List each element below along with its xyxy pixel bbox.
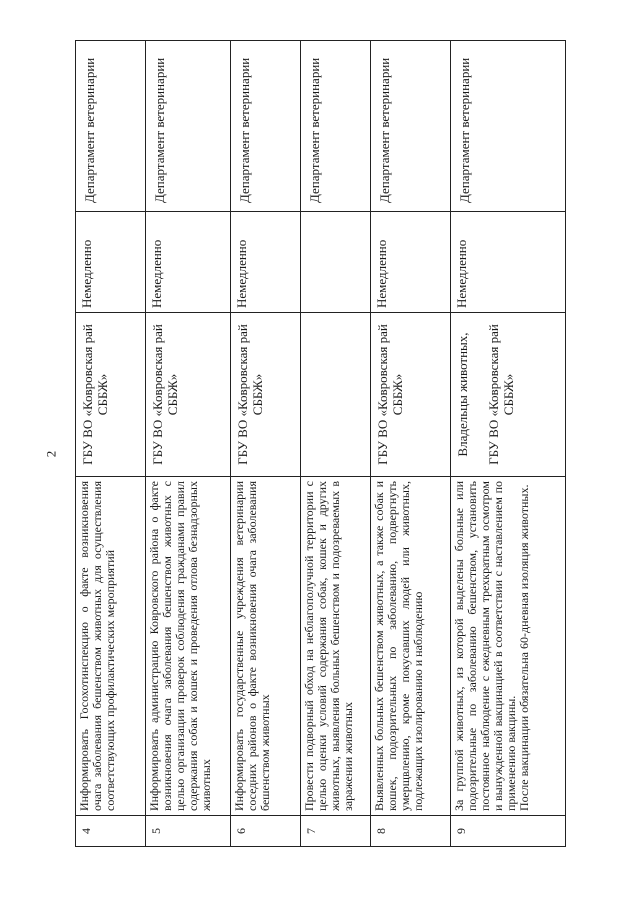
row-number: 7 [301, 816, 371, 847]
measure-text: Информировать администрацию Ковровского района о факте возникновения очага заболевания бешенством животных с целью организации проверок соблюдения гражданами правил содержания собак и кошек и проведения отлова безнадзорных животных [146, 477, 231, 816]
row-number: 5 [146, 816, 231, 847]
supervising-department: Департамент ветеринарии [146, 41, 231, 212]
table-row [146, 41, 231, 847]
supervising-department: Департамент ветеринарии [231, 41, 301, 212]
supervising-department: Департамент ветеринарии [371, 41, 451, 212]
deadline: Немедленно [76, 212, 146, 313]
supervising-department: Департамент ветеринарии [301, 41, 371, 212]
measure-text: Выявленных больных бешенством животных, а также собак и кошек, подозрительных по заболеванию, подвергнуть умерщвлению, кроме покусавших людей или животных, подлежащих изолированию и наблюдению [371, 477, 451, 816]
measure-cell [451, 477, 566, 816]
page-number: 2 [43, 450, 59, 458]
responsible-party: ГБУ ВО «Ковровская рай СББЖ» [231, 313, 301, 477]
deadline: Немедленно [231, 212, 301, 313]
measure-text: Информировать Госохотинспекцию о факте возникновения очага заболевания бешенством животных для осуществления соответствующих профилактических мероприятий [76, 477, 146, 816]
row-number: 6 [231, 816, 301, 847]
deadline: Немедленно [371, 212, 451, 313]
responsible-party: ГБУ ВО «Ковровская рай СББЖ» [146, 313, 231, 477]
deadline [301, 212, 371, 313]
document-table-container [75, 40, 565, 847]
measure-note: После вакцинации обязательна 60-дневная изоляция животных. [517, 484, 531, 811]
measures-table [75, 40, 566, 847]
measure-text: За группой животных, из которой выделены больные или подозрительные по заболеванию бешенством, установить постоянное наблюдение с ежедневным трехкратным осмотром и вынужденной вакцинацией в соответствии с наставлением по применению вакцины. [452, 481, 518, 811]
table-row [371, 41, 451, 847]
deadline: Немедленно [146, 212, 231, 313]
responsible-party: ГБУ ВО «Ковровская рай СББЖ» [486, 324, 516, 465]
measure-text: Провести подворный обход на неблагополучной территории с целью оценки условий содержания собак, кошек и других животных, выявления больных бешенством и подозреваемых в заражении животных [301, 477, 371, 816]
table-row [76, 41, 146, 847]
supervising-department: Департамент ветеринарии [76, 41, 146, 212]
row-number: 8 [371, 816, 451, 847]
row-number: 9 [451, 816, 566, 847]
responsible-party [301, 313, 371, 477]
responsible-owners: Владельцы животных, [455, 332, 470, 457]
responsible-party: ГБУ ВО «Ковровская рай СББЖ» [371, 313, 451, 477]
responsible-party: ГБУ ВО «Ковровская рай СББЖ» [76, 313, 146, 477]
measure-text: Информировать государственные учреждения ветеринарии соседних районов о факте возникновения очага заболевания бешенством животных [231, 477, 301, 816]
responsible-cell [451, 313, 566, 477]
supervising-department: Департамент ветеринарии [451, 41, 566, 212]
table-row [451, 41, 566, 847]
table-row [301, 41, 371, 847]
deadline: Немедленно [451, 212, 566, 313]
row-number: 4 [76, 816, 146, 847]
table-row [231, 41, 301, 847]
